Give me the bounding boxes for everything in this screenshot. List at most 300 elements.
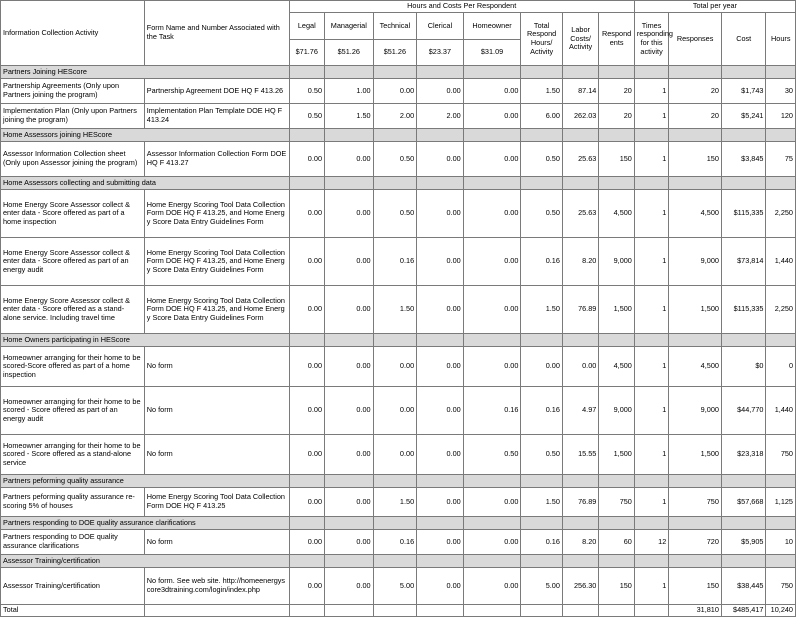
section-row — [1, 517, 796, 530]
clerical-hours: 0.00 — [417, 435, 464, 475]
total-hours-per-activity: 1.50 — [521, 79, 563, 104]
section-title: Home Assessors joining HEScore — [1, 129, 290, 142]
section-blank-cell — [599, 129, 635, 142]
section-blank-cell — [325, 334, 374, 347]
section-blank-cell — [669, 177, 722, 190]
responses-count: 4,500 — [669, 190, 722, 238]
annual-cost: $57,668 — [721, 488, 766, 517]
respondents-count: 60 — [599, 530, 635, 555]
respondents-count: 4,500 — [599, 347, 635, 387]
section-blank-cell — [417, 129, 464, 142]
responses-count: 750 — [669, 488, 722, 517]
annual-cost: $115,335 — [721, 190, 766, 238]
table-body — [1, 66, 796, 605]
annual-cost: $1,743 — [721, 79, 766, 104]
labor-costs-header: Labor Costs/ Activity — [562, 13, 598, 66]
section-blank-cell — [634, 66, 668, 79]
labor-cost-per-activity: 256.30 — [562, 568, 598, 605]
section-blank-cell — [721, 517, 766, 530]
total-per-year-group-header: Total per year — [634, 1, 795, 13]
technical-hours: 1.50 — [373, 488, 417, 517]
table-row — [1, 79, 796, 104]
annual-cost: $38,445 — [721, 568, 766, 605]
managerial-hours: 0.00 — [325, 488, 374, 517]
managerial-hours: 0.00 — [325, 190, 374, 238]
section-blank-cell — [721, 475, 766, 488]
managerial-hours: 0.00 — [325, 347, 374, 387]
activity-column-header: Information Collection Activity — [1, 1, 145, 66]
times-responding: 1 — [634, 79, 668, 104]
clerical-hours: 0.00 — [417, 286, 464, 334]
labor-cost-per-activity: 8.20 — [562, 238, 598, 286]
total-responses: 31,810 — [669, 605, 722, 617]
annual-hours: 0 — [766, 347, 796, 387]
labor-cost-per-activity: 25.63 — [562, 190, 598, 238]
form-cell: No form — [144, 387, 289, 435]
section-title: Assessor Training/certification — [1, 555, 290, 568]
total-cost: $485,417 — [721, 605, 766, 617]
times-responding: 1 — [634, 104, 668, 129]
homeowner-hours: 0.00 — [463, 530, 521, 555]
section-blank-cell — [325, 555, 374, 568]
section-blank-cell — [289, 475, 324, 488]
total-hours-per-activity: 1.50 — [521, 488, 563, 517]
annual-hours: 30 — [766, 79, 796, 104]
total-blank-cell — [325, 605, 374, 617]
clerical-hours: 0.00 — [417, 387, 464, 435]
section-blank-cell — [521, 475, 563, 488]
total-blank-cell — [289, 605, 324, 617]
section-blank-cell — [463, 129, 521, 142]
section-blank-cell — [289, 517, 324, 530]
section-blank-cell — [669, 66, 722, 79]
clerical-hours: 0.00 — [417, 488, 464, 517]
total-blank-cell — [521, 605, 563, 617]
responses-count: 20 — [669, 79, 722, 104]
form-cell: Partnership Agreement DOE HQ F 413.26 — [144, 79, 289, 104]
section-blank-cell — [766, 517, 796, 530]
section-title: Partners responding to DOE quality assurance clarifications — [1, 517, 290, 530]
legal-hours: 0.00 — [289, 488, 324, 517]
section-blank-cell — [599, 177, 635, 190]
total-hours: 10,240 — [766, 605, 796, 617]
activity-cell: Homeowner arranging for their home to be scored - Score offered as a stand-alone service — [1, 435, 145, 475]
table-row — [1, 286, 796, 334]
section-row — [1, 475, 796, 488]
times-responding: 1 — [634, 387, 668, 435]
responses-count: 9,000 — [669, 387, 722, 435]
legal-hours: 0.00 — [289, 568, 324, 605]
section-blank-cell — [521, 66, 563, 79]
legal-hours: 0.00 — [289, 347, 324, 387]
annual-hours: 750 — [766, 435, 796, 475]
respondents-count: 1,500 — [599, 435, 635, 475]
table-row — [1, 347, 796, 387]
section-blank-cell — [289, 66, 324, 79]
times-responding: 1 — [634, 286, 668, 334]
legal-hours: 0.50 — [289, 104, 324, 129]
clerical-hours: 0.00 — [417, 79, 464, 104]
section-title: Partners Joining HEScore — [1, 66, 290, 79]
section-blank-cell — [373, 177, 417, 190]
activity-cell: Homeowner arranging for their home to be scored - Score offered as part of an energy audit — [1, 387, 145, 435]
table-row — [1, 142, 796, 177]
homeowner-hours: 0.00 — [463, 568, 521, 605]
respondents-count: 1,500 — [599, 286, 635, 334]
table-row — [1, 104, 796, 129]
times-responding: 1 — [634, 238, 668, 286]
respondents-count: 9,000 — [599, 387, 635, 435]
times-responding-header: Times responding for this activity — [634, 13, 668, 66]
respondents-count: 9,000 — [599, 238, 635, 286]
section-row — [1, 66, 796, 79]
managerial-hours: 1.50 — [325, 104, 374, 129]
technical-hours: 0.16 — [373, 238, 417, 286]
section-blank-cell — [463, 475, 521, 488]
annual-cost: $5,241 — [721, 104, 766, 129]
section-blank-cell — [669, 555, 722, 568]
section-blank-cell — [417, 517, 464, 530]
legal-hours: 0.00 — [289, 142, 324, 177]
form-cell: No form — [144, 530, 289, 555]
homeowner-hours: 0.00 — [463, 79, 521, 104]
clerical-rate: $23.37 — [417, 40, 464, 66]
section-blank-cell — [669, 129, 722, 142]
section-blank-cell — [562, 555, 598, 568]
section-row — [1, 129, 796, 142]
section-title: Home Owners participating in HEScore — [1, 334, 290, 347]
form-cell: No form — [144, 347, 289, 387]
total-blank-cell — [599, 605, 635, 617]
section-blank-cell — [669, 475, 722, 488]
section-blank-cell — [463, 177, 521, 190]
technical-column-header: Technical — [373, 13, 417, 40]
times-responding: 1 — [634, 347, 668, 387]
total-hours-per-activity: 0.50 — [521, 142, 563, 177]
clerical-hours: 2.00 — [417, 104, 464, 129]
form-cell: Home Energy Scoring Tool Data Collection Form DOE HQ F 413.25, and Home Energy Score Data Entry Guidelines Form — [144, 286, 289, 334]
form-cell: Assessor Information Collection Form DOE HQ F 413.27 — [144, 142, 289, 177]
section-title: Home Assessors collecting and submitting data — [1, 177, 290, 190]
section-blank-cell — [766, 129, 796, 142]
activity-cell: Partners responding to DOE quality assurance clarifications — [1, 530, 145, 555]
section-blank-cell — [289, 334, 324, 347]
section-blank-cell — [463, 555, 521, 568]
total-hours-per-activity: 0.50 — [521, 190, 563, 238]
total-blank-cell — [144, 605, 289, 617]
annual-hours: 1,125 — [766, 488, 796, 517]
activity-cell: Home Energy Score Assessor collect & enter data - Score offered as a stand-alone service. Including travel time — [1, 286, 145, 334]
annual-cost: $73,814 — [721, 238, 766, 286]
section-blank-cell — [634, 334, 668, 347]
homeowner-rate: $31.09 — [463, 40, 521, 66]
section-blank-cell — [599, 334, 635, 347]
labor-cost-per-activity: 76.89 — [562, 488, 598, 517]
clerical-hours: 0.00 — [417, 238, 464, 286]
labor-cost-per-activity: 87.14 — [562, 79, 598, 104]
section-blank-cell — [325, 66, 374, 79]
legal-rate: $71.76 — [289, 40, 324, 66]
times-responding: 12 — [634, 530, 668, 555]
section-blank-cell — [721, 177, 766, 190]
homeowner-hours: 0.00 — [463, 190, 521, 238]
total-hours-per-activity: 0.16 — [521, 238, 563, 286]
total-hours-per-activity: 0.50 — [521, 435, 563, 475]
times-responding: 1 — [634, 568, 668, 605]
homeowner-hours: 0.00 — [463, 142, 521, 177]
section-blank-cell — [417, 177, 464, 190]
section-blank-cell — [373, 475, 417, 488]
technical-hours: 0.00 — [373, 347, 417, 387]
managerial-hours: 0.00 — [325, 435, 374, 475]
annual-hours: 2,250 — [766, 190, 796, 238]
section-blank-cell — [562, 334, 598, 347]
legal-column-header: Legal — [289, 13, 324, 40]
technical-hours: 0.00 — [373, 79, 417, 104]
section-blank-cell — [634, 517, 668, 530]
annual-cost: $23,318 — [721, 435, 766, 475]
section-blank-cell — [289, 177, 324, 190]
annual-cost: $0 — [721, 347, 766, 387]
annual-hours: 2,250 — [766, 286, 796, 334]
annual-hours: 10 — [766, 530, 796, 555]
clerical-hours: 0.00 — [417, 347, 464, 387]
responses-header: Responses — [669, 13, 722, 66]
section-blank-cell — [562, 475, 598, 488]
technical-hours: 5.00 — [373, 568, 417, 605]
section-blank-cell — [766, 177, 796, 190]
section-blank-cell — [463, 334, 521, 347]
homeowner-hours: 0.00 — [463, 104, 521, 129]
labor-cost-per-activity: 25.63 — [562, 142, 598, 177]
times-responding: 1 — [634, 488, 668, 517]
labor-cost-per-activity: 76.89 — [562, 286, 598, 334]
legal-hours: 0.50 — [289, 79, 324, 104]
responses-count: 20 — [669, 104, 722, 129]
responses-count: 720 — [669, 530, 722, 555]
form-cell: Home Energy Scoring Tool Data Collection Form DOE HQ F 413.25, and Home Energy Score Data Entry Guidelines Form — [144, 238, 289, 286]
section-blank-cell — [634, 129, 668, 142]
legal-hours: 0.00 — [289, 238, 324, 286]
clerical-column-header: Clerical — [417, 13, 464, 40]
responses-count: 1,500 — [669, 286, 722, 334]
section-blank-cell — [669, 517, 722, 530]
total-hours-per-activity: 0.16 — [521, 387, 563, 435]
annual-hours: 120 — [766, 104, 796, 129]
clerical-hours: 0.00 — [417, 190, 464, 238]
section-blank-cell — [325, 177, 374, 190]
section-blank-cell — [373, 334, 417, 347]
section-blank-cell — [373, 555, 417, 568]
form-cell: No form. See web site. http://homeenergyscore3dtraining.com/login/index.php — [144, 568, 289, 605]
managerial-hours: 0.00 — [325, 142, 374, 177]
section-blank-cell — [373, 129, 417, 142]
responses-count: 9,000 — [669, 238, 722, 286]
technical-hours: 2.00 — [373, 104, 417, 129]
section-blank-cell — [669, 334, 722, 347]
technical-hours: 0.16 — [373, 530, 417, 555]
technical-hours: 1.50 — [373, 286, 417, 334]
table-row — [1, 387, 796, 435]
annual-cost: $5,905 — [721, 530, 766, 555]
legal-hours: 0.00 — [289, 530, 324, 555]
section-row — [1, 177, 796, 190]
responses-count: 4,500 — [669, 347, 722, 387]
section-blank-cell — [562, 129, 598, 142]
annual-cost: $3,845 — [721, 142, 766, 177]
activity-cell: Home Energy Score Assessor collect & enter data - Score offered as part of an energy audit — [1, 238, 145, 286]
table-row — [1, 190, 796, 238]
form-cell: Home Energy Scoring Tool Data Collection Form DOE HQ F 413.25, and Home Energy Score Data Entry Guidelines Form — [144, 190, 289, 238]
section-blank-cell — [721, 555, 766, 568]
section-blank-cell — [521, 555, 563, 568]
activity-cell: Partnership Agreements (Only upon Partners joining the program) — [1, 79, 145, 104]
section-blank-cell — [325, 517, 374, 530]
annual-hours: 1,440 — [766, 238, 796, 286]
responses-count: 150 — [669, 568, 722, 605]
annual-hours: 75 — [766, 142, 796, 177]
section-blank-cell — [599, 517, 635, 530]
respondents-count: 150 — [599, 568, 635, 605]
respondents-count: 750 — [599, 488, 635, 517]
section-blank-cell — [417, 334, 464, 347]
total-hours-per-activity: 6.00 — [521, 104, 563, 129]
homeowner-hours: 0.00 — [463, 286, 521, 334]
homeowner-column-header: Homeowner — [463, 13, 521, 40]
section-blank-cell — [599, 66, 635, 79]
managerial-hours: 0.00 — [325, 530, 374, 555]
section-blank-cell — [417, 66, 464, 79]
annual-hours: 1,440 — [766, 387, 796, 435]
section-blank-cell — [562, 66, 598, 79]
section-blank-cell — [373, 66, 417, 79]
cost-header: Cost — [721, 13, 766, 66]
labor-cost-per-activity: 262.03 — [562, 104, 598, 129]
technical-rate: $51.26 — [373, 40, 417, 66]
homeowner-hours: 0.00 — [463, 238, 521, 286]
section-blank-cell — [721, 334, 766, 347]
technical-hours: 0.00 — [373, 387, 417, 435]
managerial-hours: 0.00 — [325, 387, 374, 435]
section-blank-cell — [562, 517, 598, 530]
activity-cell: Assessor Information Collection sheet (Only upon Assessor joining the program) — [1, 142, 145, 177]
section-blank-cell — [521, 334, 563, 347]
table-row — [1, 435, 796, 475]
section-blank-cell — [766, 475, 796, 488]
section-blank-cell — [289, 129, 324, 142]
section-blank-cell — [521, 517, 563, 530]
respondents-header: Respondents — [599, 13, 635, 66]
activity-cell: Home Energy Score Assessor collect & enter data - Score offered as part of a home inspection — [1, 190, 145, 238]
annual-cost: $44,770 — [721, 387, 766, 435]
section-blank-cell — [766, 555, 796, 568]
hours-costs-group-header: Hours and Costs Per Respondent — [289, 1, 634, 13]
responses-count: 150 — [669, 142, 722, 177]
table-row — [1, 530, 796, 555]
labor-cost-per-activity: 8.20 — [562, 530, 598, 555]
clerical-hours: 0.00 — [417, 530, 464, 555]
respondents-count: 4,500 — [599, 190, 635, 238]
form-cell: No form — [144, 435, 289, 475]
legal-hours: 0.00 — [289, 190, 324, 238]
section-title: Partners peforming quality assurance — [1, 475, 290, 488]
section-blank-cell — [634, 475, 668, 488]
section-blank-cell — [766, 66, 796, 79]
homeowner-hours: 0.16 — [463, 387, 521, 435]
times-responding: 1 — [634, 435, 668, 475]
section-blank-cell — [521, 177, 563, 190]
total-blank-cell — [562, 605, 598, 617]
section-blank-cell — [766, 334, 796, 347]
form-cell: Home Energy Scoring Tool Data Collection Form DOE HQ F 413.25 — [144, 488, 289, 517]
section-blank-cell — [417, 555, 464, 568]
activity-cell: Partners peforming quality assurance re-scoring 5% of houses — [1, 488, 145, 517]
homeowner-hours: 0.50 — [463, 435, 521, 475]
header-row-groups — [1, 1, 796, 13]
responses-count: 1,500 — [669, 435, 722, 475]
managerial-hours: 0.00 — [325, 286, 374, 334]
labor-cost-per-activity: 4.97 — [562, 387, 598, 435]
legal-hours: 0.00 — [289, 387, 324, 435]
times-responding: 1 — [634, 142, 668, 177]
section-blank-cell — [463, 517, 521, 530]
labor-cost-per-activity: 15.55 — [562, 435, 598, 475]
table-row — [1, 568, 796, 605]
total-blank-cell — [634, 605, 668, 617]
section-blank-cell — [325, 129, 374, 142]
respondents-count: 20 — [599, 79, 635, 104]
total-blank-cell — [373, 605, 417, 617]
respondents-count: 150 — [599, 142, 635, 177]
total-hours-per-activity: 5.00 — [521, 568, 563, 605]
legal-hours: 0.00 — [289, 435, 324, 475]
managerial-rate: $51.26 — [325, 40, 374, 66]
total-row — [1, 605, 796, 617]
section-row — [1, 555, 796, 568]
section-blank-cell — [417, 475, 464, 488]
labor-cost-per-activity: 0.00 — [562, 347, 598, 387]
clerical-hours: 0.00 — [417, 142, 464, 177]
total-respond-hours-header: Total Respond Hours/ Activity — [521, 13, 563, 66]
total-blank-cell — [417, 605, 464, 617]
form-cell: Implementation Plan Template DOE HQ F 413.24 — [144, 104, 289, 129]
total-label: Total — [1, 605, 145, 617]
total-hours-per-activity: 0.00 — [521, 347, 563, 387]
section-blank-cell — [521, 129, 563, 142]
legal-hours: 0.00 — [289, 286, 324, 334]
total-hours-per-activity: 0.16 — [521, 530, 563, 555]
annual-cost: $115,335 — [721, 286, 766, 334]
section-row — [1, 334, 796, 347]
managerial-hours: 1.00 — [325, 79, 374, 104]
section-blank-cell — [721, 129, 766, 142]
activity-cell: Implementation Plan (Only upon Partners joining the program) — [1, 104, 145, 129]
section-blank-cell — [289, 555, 324, 568]
table-row — [1, 488, 796, 517]
times-responding: 1 — [634, 190, 668, 238]
section-blank-cell — [599, 475, 635, 488]
section-blank-cell — [463, 66, 521, 79]
section-blank-cell — [721, 66, 766, 79]
managerial-hours: 0.00 — [325, 238, 374, 286]
clerical-hours: 0.00 — [417, 568, 464, 605]
form-column-header: Form Name and Number Associated with the Task — [144, 1, 289, 66]
activity-cell: Assessor Training/certification — [1, 568, 145, 605]
table-row — [1, 238, 796, 286]
managerial-column-header: Managerial — [325, 13, 374, 40]
homeowner-hours: 0.00 — [463, 347, 521, 387]
technical-hours: 0.00 — [373, 435, 417, 475]
